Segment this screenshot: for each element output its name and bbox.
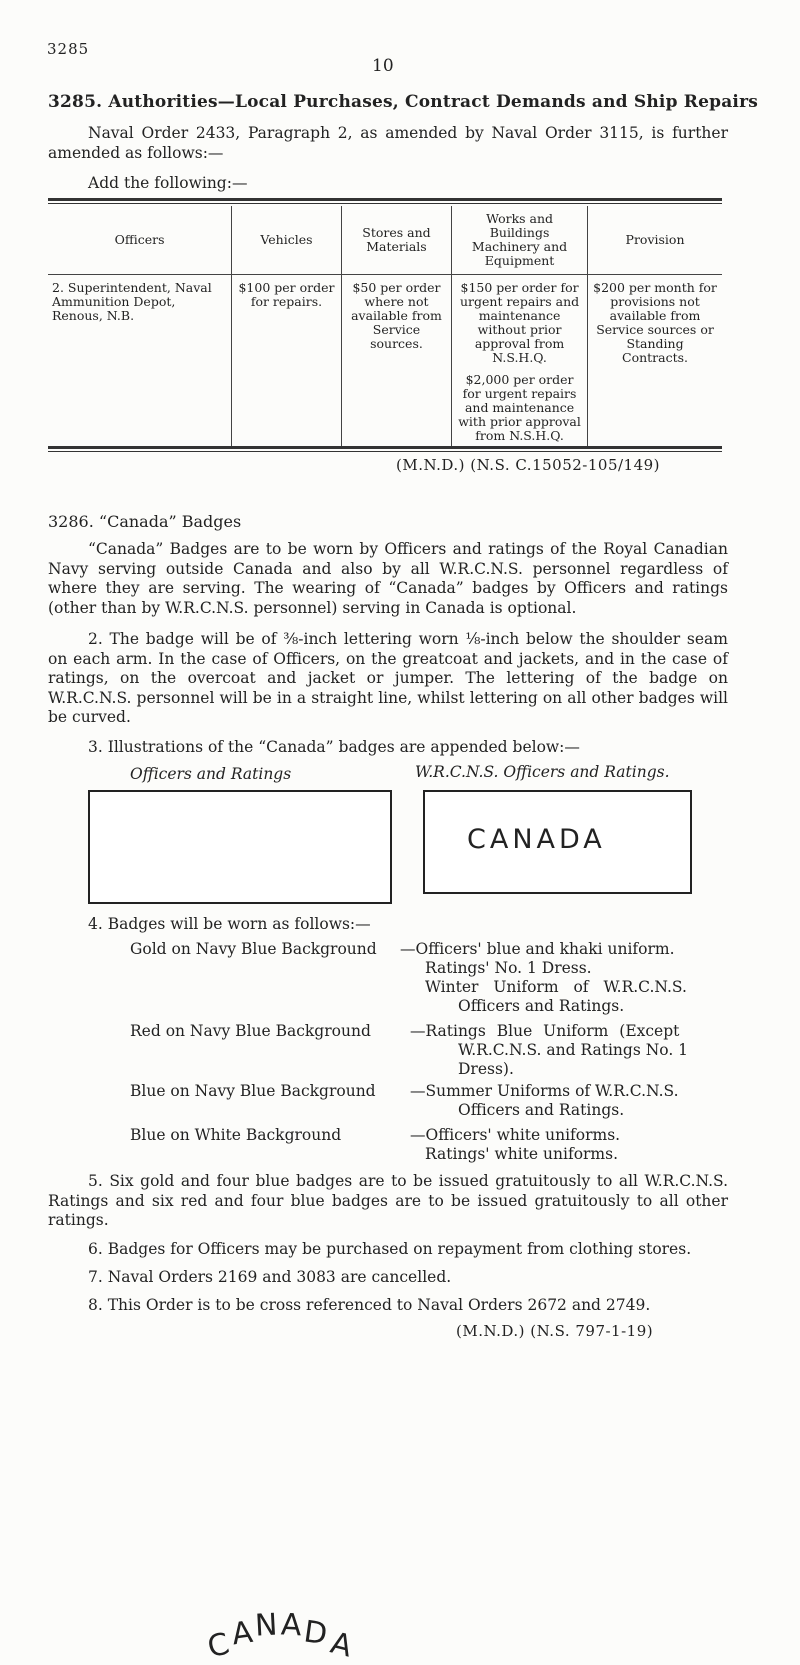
wear-color-4: Blue on White Background (130, 1126, 342, 1144)
section-3286-para-1: “Canada” Badges are to be worn by Officers and ratings of the Royal Canadian Navy serving outside Canada and also by all W.R.C.N.S. personnel regardless of where they are serving. The wearing of “Canada” badges by Officers and ratings (other than by W.R.C.N.S. personnel) serving in Canada is optional. (48, 540, 728, 617)
header-provision: Provision (588, 206, 722, 275)
cell-stores: $50 per order where not available from Service sources. (341, 275, 451, 450)
wear-use-4b: Ratings' white uniforms. (425, 1145, 619, 1163)
order-number-corner: 3285 (47, 40, 90, 58)
wear-use-1a: —Officers' blue and khaki uniform. (400, 940, 675, 958)
wear-use-1d: Officers and Ratings. (458, 997, 625, 1015)
section-3285-add: Add the following:— (88, 174, 248, 192)
wear-color-2: Red on Navy Blue Background (130, 1022, 371, 1040)
section-3286-reference: (M.N.D.) (N.S. 797-1-19) (456, 1322, 654, 1340)
section-3285-intro: Naval Order 2433, Paragraph 2, as amended by Naval Order 3115, is further amended as follows:— (48, 124, 728, 162)
wear-use-2c: Dress). (458, 1060, 514, 1078)
section-3286-para-7: 7. Naval Orders 2169 and 3083 are cancelled. (88, 1268, 452, 1286)
section-3286-para-2: 2. The badge will be of ⅜-inch lettering worn ⅛-inch below the shoulder seam on each arm. In the case of Officers, on the greatcoat and jackets, and in the case of ratings, on the overcoat and jacket or jumper. The lettering of the badge on W.R.C.N.S. personnel will be in a straight line, whilst lettering on all other badges will be curved. (48, 630, 728, 726)
section-3286-para-8: 8. This Order is to be cross referenced to Naval Orders 2672 and 2749. (88, 1296, 651, 1314)
wear-use-4a: —Officers' white uniforms. (410, 1126, 621, 1144)
authorities-table (48, 206, 722, 449)
cell-officers: 2. Superintendent, Naval Ammunition Depot, Renous, N.B. (52, 280, 212, 323)
header-stores: Stores and Materials (341, 206, 451, 275)
cell-works (452, 275, 588, 450)
cell-works-line-1: $150 per order for urgent repairs and maintenance without prior approval from N.S.H.Q. (459, 280, 580, 365)
table-row (48, 275, 722, 450)
page-number: 10 (372, 56, 394, 76)
wear-use-1b: Ratings' No. 1 Dress. (425, 959, 592, 977)
cell-provision: $200 per month for provisions not available from Service sources or Standing Contracts. (588, 275, 722, 450)
wear-use-2a: —Ratings Blue Uniform (Except (410, 1022, 680, 1040)
badge-curved-text (204, 1607, 358, 1665)
cell-works-line-2: $2,000 per order for urgent repairs and maintenance with prior approval from N.S.H.Q. (458, 372, 581, 443)
header-vehicles: Vehicles (232, 206, 342, 275)
header-works: Works and Buildings Machinery and Equipment (452, 206, 588, 275)
badge-curved-letter: A (326, 1625, 358, 1665)
badge-straight-text: CANADA (467, 824, 606, 855)
section-3286-heading: 3286. “Canada” Badges (48, 512, 242, 531)
wear-use-1c: Winter Uniform of W.R.C.N.S. (425, 978, 687, 996)
wear-color-1: Gold on Navy Blue Background (130, 940, 377, 958)
table-bottom-rule (48, 446, 722, 452)
badge-curved-letter: C (204, 1625, 236, 1665)
caption-officers-ratings: Officers and Ratings (130, 765, 292, 783)
section-3286-para-6: 6. Badges for Officers may be purchased on repayment from clothing stores. (88, 1240, 692, 1258)
badge-curved-letter: A (229, 1614, 258, 1653)
badge-straight-illustration (423, 790, 692, 894)
badge-curved-letter: D (302, 1614, 333, 1653)
section-3285-reference: (M.N.D.) (N.S. C.15052-105/149) (396, 456, 661, 474)
section-3286-para-5: 5. Six gold and four blue badges are to be issued gratuitously to all W.R.C.N.S. Ratings and six red and four blue badges are to be issued gratuitously to all other ratings. (48, 1172, 728, 1229)
wear-use-2b: W.R.C.N.S. and Ratings No. 1 (458, 1041, 689, 1059)
wear-use-3b: Officers and Ratings. (458, 1101, 625, 1119)
wear-color-3: Blue on Navy Blue Background (130, 1082, 376, 1100)
table-top-rule (48, 198, 722, 204)
caption-wrcns: W.R.C.N.S. Officers and Ratings. (415, 763, 670, 781)
badge-curved-letter: A (280, 1607, 306, 1644)
section-3286-para-3: 3. Illustrations of the “Canada” badges are appended below:— (88, 738, 580, 756)
cell-vehicles: $100 per order for repairs. (232, 275, 342, 450)
wear-use-3a: —Summer Uniforms of W.R.C.N.S. (410, 1082, 679, 1100)
section-3286-para-4: 4. Badges will be worn as follows:— (88, 915, 371, 933)
header-officers: Officers (48, 206, 232, 275)
badge-curved-letter: N (254, 1607, 282, 1644)
section-3285-heading: 3285. Authorities—Local Purchases, Contract Demands and Ship Repairs (48, 92, 759, 112)
